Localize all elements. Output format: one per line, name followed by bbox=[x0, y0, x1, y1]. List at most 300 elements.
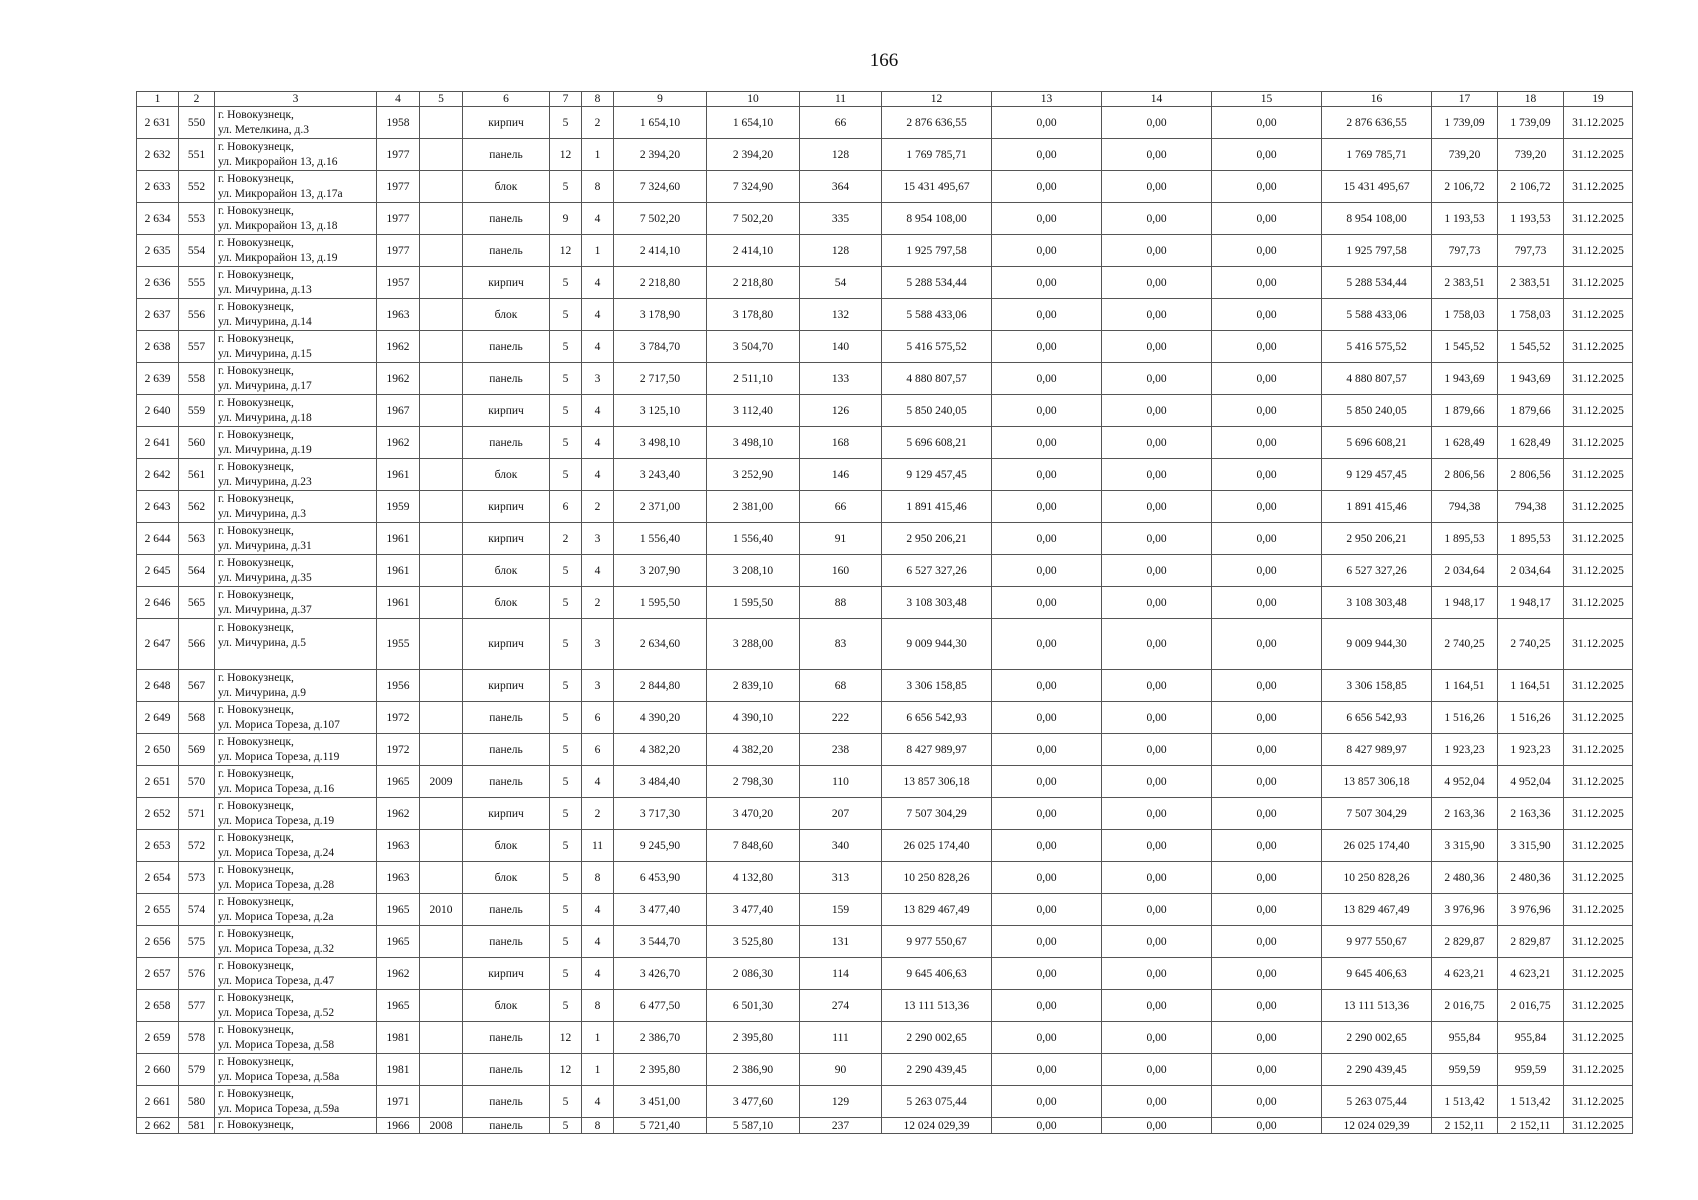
residents: 237 bbox=[800, 1118, 882, 1134]
cost-local: 0,00 bbox=[1212, 395, 1322, 427]
unit-cost-limit: 797,73 bbox=[1498, 235, 1564, 267]
row-index: 2 636 bbox=[137, 267, 179, 299]
deadline: 31.12.2025 bbox=[1564, 734, 1633, 766]
residents: 90 bbox=[800, 1054, 882, 1086]
cost-federal: 0,00 bbox=[992, 1086, 1102, 1118]
deadline: 31.12.2025 bbox=[1564, 427, 1633, 459]
year-renovated bbox=[420, 619, 463, 670]
year-renovated bbox=[420, 171, 463, 203]
address-city: г. Новокузнецк, bbox=[218, 863, 294, 876]
deadline: 31.12.2025 bbox=[1564, 587, 1633, 619]
address-street: ул. Мичурина, д.17 bbox=[218, 379, 312, 392]
address-street: ул. Мориса Тореза, д.24 bbox=[218, 846, 335, 859]
cost-local: 0,00 bbox=[1212, 491, 1322, 523]
entrances: 6 bbox=[582, 734, 614, 766]
cost-owners: 5 588 433,06 bbox=[1322, 299, 1432, 331]
year-renovated bbox=[420, 862, 463, 894]
floors: 12 bbox=[550, 1022, 582, 1054]
cost-regional: 0,00 bbox=[1102, 555, 1212, 587]
column-number: 11 bbox=[800, 92, 882, 107]
year-built: 1977 bbox=[377, 203, 420, 235]
residents: 91 bbox=[800, 523, 882, 555]
table-row bbox=[137, 958, 1633, 990]
row-index: 2 637 bbox=[137, 299, 179, 331]
row-index: 2 659 bbox=[137, 1022, 179, 1054]
table-row bbox=[137, 267, 1633, 299]
floors: 12 bbox=[550, 1054, 582, 1086]
address-street: ул. Мичурина, д.23 bbox=[218, 475, 312, 488]
address-city: г. Новокузнецк, bbox=[218, 140, 294, 153]
cost-regional: 0,00 bbox=[1102, 267, 1212, 299]
cost-federal: 0,00 bbox=[992, 171, 1102, 203]
year-renovated bbox=[420, 459, 463, 491]
table-row bbox=[137, 203, 1633, 235]
cost-local: 0,00 bbox=[1212, 523, 1322, 555]
cost-owners: 5 416 575,52 bbox=[1322, 331, 1432, 363]
cost-federal: 0,00 bbox=[992, 203, 1102, 235]
table-row bbox=[137, 235, 1633, 267]
row-number: 575 bbox=[179, 926, 215, 958]
cost-owners: 5 850 240,05 bbox=[1322, 395, 1432, 427]
unit-cost: 2 163,36 bbox=[1432, 798, 1498, 830]
year-built: 1965 bbox=[377, 926, 420, 958]
living-area: 7 502,20 bbox=[707, 203, 800, 235]
cost-federal: 0,00 bbox=[992, 1118, 1102, 1134]
total-area: 1 556,40 bbox=[614, 523, 707, 555]
deadline: 31.12.2025 bbox=[1564, 331, 1633, 363]
address-city: г. Новокузнецк, bbox=[218, 1023, 294, 1036]
cost-regional: 0,00 bbox=[1102, 299, 1212, 331]
year-built: 1977 bbox=[377, 171, 420, 203]
table-row bbox=[137, 619, 1633, 670]
address-cell bbox=[215, 830, 377, 862]
floors: 12 bbox=[550, 139, 582, 171]
unit-cost-limit: 1 879,66 bbox=[1498, 395, 1564, 427]
row-number: 558 bbox=[179, 363, 215, 395]
cost-federal: 0,00 bbox=[992, 619, 1102, 670]
address-street: ул. Мориса Тореза, д.2а bbox=[218, 910, 334, 923]
year-built: 1961 bbox=[377, 587, 420, 619]
cost-regional: 0,00 bbox=[1102, 331, 1212, 363]
cost-local: 0,00 bbox=[1212, 1054, 1322, 1086]
floors: 5 bbox=[550, 894, 582, 926]
cost-total: 6 656 542,93 bbox=[882, 702, 992, 734]
unit-cost: 1 164,51 bbox=[1432, 670, 1498, 702]
residents: 335 bbox=[800, 203, 882, 235]
table-row bbox=[137, 830, 1633, 862]
cost-owners: 5 263 075,44 bbox=[1322, 1086, 1432, 1118]
table-row bbox=[137, 107, 1633, 139]
entrances: 2 bbox=[582, 491, 614, 523]
cost-total: 7 507 304,29 bbox=[882, 798, 992, 830]
cost-owners: 9 009 944,30 bbox=[1322, 619, 1432, 670]
cost-total: 2 950 206,21 bbox=[882, 523, 992, 555]
table-row bbox=[137, 1086, 1633, 1118]
wall-material: блок bbox=[463, 171, 550, 203]
cost-total: 9 645 406,63 bbox=[882, 958, 992, 990]
year-built: 1965 bbox=[377, 894, 420, 926]
entrances: 4 bbox=[582, 395, 614, 427]
year-built: 1963 bbox=[377, 830, 420, 862]
cost-local: 0,00 bbox=[1212, 862, 1322, 894]
address-street: ул. Метелкина, д.3 bbox=[218, 123, 310, 136]
unit-cost-limit: 794,38 bbox=[1498, 491, 1564, 523]
entrances: 4 bbox=[582, 203, 614, 235]
total-area: 6 477,50 bbox=[614, 990, 707, 1022]
floors: 5 bbox=[550, 427, 582, 459]
row-number: 557 bbox=[179, 331, 215, 363]
address-cell bbox=[215, 766, 377, 798]
unit-cost: 2 383,51 bbox=[1432, 267, 1498, 299]
year-built: 1959 bbox=[377, 491, 420, 523]
address-cell bbox=[215, 363, 377, 395]
cost-federal: 0,00 bbox=[992, 798, 1102, 830]
cost-regional: 0,00 bbox=[1102, 459, 1212, 491]
residents: 110 bbox=[800, 766, 882, 798]
cost-regional: 0,00 bbox=[1102, 958, 1212, 990]
cost-regional: 0,00 bbox=[1102, 702, 1212, 734]
table-row bbox=[137, 734, 1633, 766]
residents: 222 bbox=[800, 702, 882, 734]
row-index: 2 653 bbox=[137, 830, 179, 862]
unit-cost: 1 943,69 bbox=[1432, 363, 1498, 395]
row-number: 551 bbox=[179, 139, 215, 171]
table-row bbox=[137, 990, 1633, 1022]
deadline: 31.12.2025 bbox=[1564, 523, 1633, 555]
total-area: 1 654,10 bbox=[614, 107, 707, 139]
address-street: ул. Мичурина, д.14 bbox=[218, 315, 312, 328]
column-number: 1 bbox=[137, 92, 179, 107]
cost-owners: 2 876 636,55 bbox=[1322, 107, 1432, 139]
unit-cost-limit: 4 623,21 bbox=[1498, 958, 1564, 990]
unit-cost-limit: 2 829,87 bbox=[1498, 926, 1564, 958]
cost-owners: 9 977 550,67 bbox=[1322, 926, 1432, 958]
cost-owners: 7 507 304,29 bbox=[1322, 798, 1432, 830]
year-built: 1962 bbox=[377, 798, 420, 830]
row-number: 580 bbox=[179, 1086, 215, 1118]
address-cell bbox=[215, 331, 377, 363]
address-cell bbox=[215, 798, 377, 830]
column-number-row bbox=[137, 92, 1633, 107]
column-number: 18 bbox=[1498, 92, 1564, 107]
unit-cost: 1 516,26 bbox=[1432, 702, 1498, 734]
year-built: 1961 bbox=[377, 555, 420, 587]
year-built: 1972 bbox=[377, 702, 420, 734]
year-built: 1963 bbox=[377, 299, 420, 331]
row-number: 563 bbox=[179, 523, 215, 555]
cost-federal: 0,00 bbox=[992, 670, 1102, 702]
unit-cost-limit: 2 163,36 bbox=[1498, 798, 1564, 830]
row-index: 2 649 bbox=[137, 702, 179, 734]
cost-total: 5 588 433,06 bbox=[882, 299, 992, 331]
floors: 5 bbox=[550, 830, 582, 862]
address-city: г. Новокузнецк, bbox=[218, 428, 294, 441]
cost-federal: 0,00 bbox=[992, 267, 1102, 299]
cost-local: 0,00 bbox=[1212, 171, 1322, 203]
floors: 5 bbox=[550, 1086, 582, 1118]
wall-material: панель bbox=[463, 1054, 550, 1086]
cost-regional: 0,00 bbox=[1102, 894, 1212, 926]
living-area: 2 394,20 bbox=[707, 139, 800, 171]
column-number: 13 bbox=[992, 92, 1102, 107]
address-city: г. Новокузнецк, bbox=[218, 799, 294, 812]
row-number: 576 bbox=[179, 958, 215, 990]
cost-local: 0,00 bbox=[1212, 459, 1322, 491]
total-area: 3 178,90 bbox=[614, 299, 707, 331]
cost-regional: 0,00 bbox=[1102, 1086, 1212, 1118]
cost-owners: 13 829 467,49 bbox=[1322, 894, 1432, 926]
address-street: ул. Мичурина, д.3 bbox=[218, 507, 307, 520]
row-index: 2 650 bbox=[137, 734, 179, 766]
address-cell bbox=[215, 523, 377, 555]
year-renovated bbox=[420, 427, 463, 459]
cost-federal: 0,00 bbox=[992, 555, 1102, 587]
table-row bbox=[137, 1118, 1633, 1134]
cost-local: 0,00 bbox=[1212, 702, 1322, 734]
living-area: 2 386,90 bbox=[707, 1054, 800, 1086]
row-number: 561 bbox=[179, 459, 215, 491]
residents: 88 bbox=[800, 587, 882, 619]
address-street: ул. Мориса Тореза, д.32 bbox=[218, 942, 335, 955]
cost-local: 0,00 bbox=[1212, 1086, 1322, 1118]
residents: 66 bbox=[800, 107, 882, 139]
year-renovated bbox=[420, 395, 463, 427]
table-row bbox=[137, 798, 1633, 830]
row-number: 565 bbox=[179, 587, 215, 619]
deadline: 31.12.2025 bbox=[1564, 619, 1633, 670]
deadline: 31.12.2025 bbox=[1564, 203, 1633, 235]
year-renovated bbox=[420, 958, 463, 990]
total-area: 7 324,60 bbox=[614, 171, 707, 203]
cost-owners: 1 925 797,58 bbox=[1322, 235, 1432, 267]
table-row bbox=[137, 894, 1633, 926]
unit-cost: 797,73 bbox=[1432, 235, 1498, 267]
row-index: 2 648 bbox=[137, 670, 179, 702]
cost-total: 9 129 457,45 bbox=[882, 459, 992, 491]
entrances: 4 bbox=[582, 331, 614, 363]
floors: 5 bbox=[550, 107, 582, 139]
address-cell bbox=[215, 990, 377, 1022]
cost-owners: 8 427 989,97 bbox=[1322, 734, 1432, 766]
row-index: 2 658 bbox=[137, 990, 179, 1022]
unit-cost: 1 879,66 bbox=[1432, 395, 1498, 427]
unit-cost: 2 829,87 bbox=[1432, 926, 1498, 958]
year-built: 1965 bbox=[377, 990, 420, 1022]
entrances: 8 bbox=[582, 1118, 614, 1134]
living-area: 3 288,00 bbox=[707, 619, 800, 670]
year-built: 1981 bbox=[377, 1022, 420, 1054]
cost-total: 13 111 513,36 bbox=[882, 990, 992, 1022]
entrances: 2 bbox=[582, 107, 614, 139]
unit-cost-limit: 2 806,56 bbox=[1498, 459, 1564, 491]
year-renovated bbox=[420, 670, 463, 702]
row-index: 2 633 bbox=[137, 171, 179, 203]
row-index: 2 638 bbox=[137, 331, 179, 363]
cost-federal: 0,00 bbox=[992, 107, 1102, 139]
row-number: 568 bbox=[179, 702, 215, 734]
row-index: 2 662 bbox=[137, 1118, 179, 1134]
cost-federal: 0,00 bbox=[992, 862, 1102, 894]
cost-regional: 0,00 bbox=[1102, 427, 1212, 459]
address-cell bbox=[215, 926, 377, 958]
unit-cost: 2 034,64 bbox=[1432, 555, 1498, 587]
table-row bbox=[137, 523, 1633, 555]
year-renovated bbox=[420, 1086, 463, 1118]
cost-federal: 0,00 bbox=[992, 459, 1102, 491]
cost-federal: 0,00 bbox=[992, 299, 1102, 331]
living-area: 7 324,90 bbox=[707, 171, 800, 203]
wall-material: панель bbox=[463, 139, 550, 171]
wall-material: блок bbox=[463, 830, 550, 862]
total-area: 7 502,20 bbox=[614, 203, 707, 235]
cost-federal: 0,00 bbox=[992, 702, 1102, 734]
row-index: 2 643 bbox=[137, 491, 179, 523]
residents: 140 bbox=[800, 331, 882, 363]
total-area: 4 390,20 bbox=[614, 702, 707, 734]
residents: 313 bbox=[800, 862, 882, 894]
address-cell bbox=[215, 1118, 377, 1134]
entrances: 3 bbox=[582, 523, 614, 555]
year-built: 1967 bbox=[377, 395, 420, 427]
address-cell bbox=[215, 555, 377, 587]
unit-cost-limit: 1 516,26 bbox=[1498, 702, 1564, 734]
total-area: 3 243,40 bbox=[614, 459, 707, 491]
address-cell bbox=[215, 958, 377, 990]
living-area: 2 395,80 bbox=[707, 1022, 800, 1054]
year-built: 1981 bbox=[377, 1054, 420, 1086]
cost-local: 0,00 bbox=[1212, 363, 1322, 395]
unit-cost: 3 315,90 bbox=[1432, 830, 1498, 862]
residents: 111 bbox=[800, 1022, 882, 1054]
year-renovated bbox=[420, 491, 463, 523]
row-index: 2 641 bbox=[137, 427, 179, 459]
living-area: 2 511,10 bbox=[707, 363, 800, 395]
floors: 5 bbox=[550, 926, 582, 958]
cost-local: 0,00 bbox=[1212, 139, 1322, 171]
row-number: 581 bbox=[179, 1118, 215, 1134]
cost-regional: 0,00 bbox=[1102, 1022, 1212, 1054]
address-street: ул. Мориса Тореза, д.58 bbox=[218, 1038, 335, 1051]
cost-owners: 3 306 158,85 bbox=[1322, 670, 1432, 702]
cost-total: 5 263 075,44 bbox=[882, 1086, 992, 1118]
wall-material: кирпич bbox=[463, 491, 550, 523]
address-city: г. Новокузнецк, bbox=[218, 524, 294, 537]
wall-material: панель bbox=[463, 427, 550, 459]
row-index: 2 639 bbox=[137, 363, 179, 395]
address-cell bbox=[215, 459, 377, 491]
address-cell bbox=[215, 491, 377, 523]
address-city: г. Новокузнецк, bbox=[218, 460, 294, 473]
residents: 159 bbox=[800, 894, 882, 926]
row-number: 571 bbox=[179, 798, 215, 830]
address-city: г. Новокузнецк, bbox=[218, 556, 294, 569]
column-number: 2 bbox=[179, 92, 215, 107]
cost-federal: 0,00 bbox=[992, 427, 1102, 459]
unit-cost-limit: 2 152,11 bbox=[1498, 1118, 1564, 1134]
living-area: 3 178,80 bbox=[707, 299, 800, 331]
wall-material: блок bbox=[463, 459, 550, 491]
cost-total: 6 527 327,26 bbox=[882, 555, 992, 587]
cost-regional: 0,00 bbox=[1102, 798, 1212, 830]
cost-federal: 0,00 bbox=[992, 587, 1102, 619]
cost-owners: 1 891 415,46 bbox=[1322, 491, 1432, 523]
cost-federal: 0,00 bbox=[992, 1022, 1102, 1054]
entrances: 1 bbox=[582, 1022, 614, 1054]
entrances: 1 bbox=[582, 235, 614, 267]
cost-owners: 2 290 439,45 bbox=[1322, 1054, 1432, 1086]
unit-cost-limit: 1 758,03 bbox=[1498, 299, 1564, 331]
deadline: 31.12.2025 bbox=[1564, 958, 1633, 990]
cost-total: 4 880 807,57 bbox=[882, 363, 992, 395]
entrances: 4 bbox=[582, 1086, 614, 1118]
cost-total: 12 024 029,39 bbox=[882, 1118, 992, 1134]
cost-total: 5 416 575,52 bbox=[882, 331, 992, 363]
address-cell bbox=[215, 203, 377, 235]
cost-total: 1 769 785,71 bbox=[882, 139, 992, 171]
cost-federal: 0,00 bbox=[992, 894, 1102, 926]
cost-local: 0,00 bbox=[1212, 267, 1322, 299]
entrances: 2 bbox=[582, 587, 614, 619]
cost-owners: 4 880 807,57 bbox=[1322, 363, 1432, 395]
cost-owners: 9 645 406,63 bbox=[1322, 958, 1432, 990]
year-built: 1962 bbox=[377, 427, 420, 459]
cost-owners: 12 024 029,39 bbox=[1322, 1118, 1432, 1134]
residents: 160 bbox=[800, 555, 882, 587]
deadline: 31.12.2025 bbox=[1564, 363, 1633, 395]
wall-material: кирпич bbox=[463, 523, 550, 555]
wall-material: кирпич bbox=[463, 798, 550, 830]
unit-cost: 739,20 bbox=[1432, 139, 1498, 171]
living-area: 2 381,00 bbox=[707, 491, 800, 523]
residents: 126 bbox=[800, 395, 882, 427]
living-area: 2 414,10 bbox=[707, 235, 800, 267]
cost-total: 9 977 550,67 bbox=[882, 926, 992, 958]
living-area: 1 556,40 bbox=[707, 523, 800, 555]
address-cell bbox=[215, 670, 377, 702]
cost-federal: 0,00 bbox=[992, 235, 1102, 267]
row-index: 2 631 bbox=[137, 107, 179, 139]
column-number: 8 bbox=[582, 92, 614, 107]
column-number: 14 bbox=[1102, 92, 1212, 107]
living-area: 3 477,60 bbox=[707, 1086, 800, 1118]
address-cell bbox=[215, 734, 377, 766]
total-area: 3 484,40 bbox=[614, 766, 707, 798]
cost-federal: 0,00 bbox=[992, 926, 1102, 958]
cost-total: 2 290 002,65 bbox=[882, 1022, 992, 1054]
address-street: ул. Микрорайон 13, д.16 bbox=[218, 155, 338, 168]
cost-regional: 0,00 bbox=[1102, 171, 1212, 203]
address-city: г. Новокузнецк, bbox=[218, 1055, 294, 1068]
year-renovated bbox=[420, 555, 463, 587]
address-cell bbox=[215, 894, 377, 926]
unit-cost: 1 758,03 bbox=[1432, 299, 1498, 331]
residents: 54 bbox=[800, 267, 882, 299]
cost-regional: 0,00 bbox=[1102, 363, 1212, 395]
cost-local: 0,00 bbox=[1212, 203, 1322, 235]
cost-owners: 1 769 785,71 bbox=[1322, 139, 1432, 171]
table-row bbox=[137, 587, 1633, 619]
table-row bbox=[137, 926, 1633, 958]
deadline: 31.12.2025 bbox=[1564, 830, 1633, 862]
address-street: ул. Мориса Тореза, д.59а bbox=[218, 1102, 340, 1115]
cost-local: 0,00 bbox=[1212, 427, 1322, 459]
deadline: 31.12.2025 bbox=[1564, 555, 1633, 587]
floors: 5 bbox=[550, 363, 582, 395]
address-city: г. Новокузнецк, bbox=[218, 364, 294, 377]
wall-material: панель bbox=[463, 926, 550, 958]
cost-regional: 0,00 bbox=[1102, 235, 1212, 267]
cost-regional: 0,00 bbox=[1102, 926, 1212, 958]
